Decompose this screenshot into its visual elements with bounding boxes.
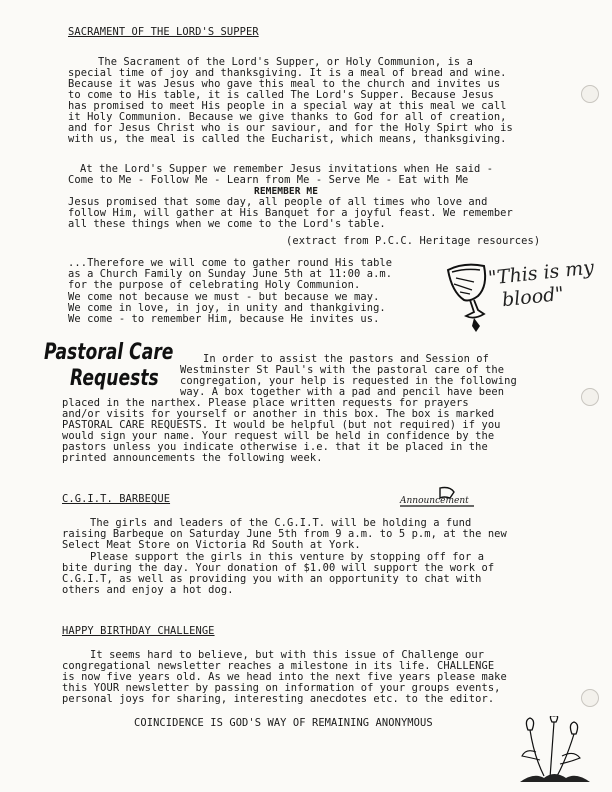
text-line: We come - to remember Him, because He invites us. — [68, 313, 380, 325]
text-line: is now five years old. As we head into the next five years please make — [62, 671, 507, 683]
binder-hole-bottom — [581, 689, 599, 707]
text-line: follow Him, will gather at His Banquet for a joyful feast. We remember — [68, 207, 513, 219]
text-line: In order to assist the pastors and Session of — [203, 353, 490, 365]
requests-heading: Requests — [70, 366, 159, 391]
text-line: We come not because we must - but because we may. — [68, 291, 380, 303]
announcement-badge — [396, 486, 476, 510]
text-line: special time of joy and thanksgiving. It is a meal of bread and wine. — [68, 67, 507, 79]
text-line: PASTORAL CARE REQUESTS. It would be helpful (but not required) if you — [62, 419, 501, 431]
text-line: Select Meat Store on Victoria Rd South at York. — [62, 539, 361, 551]
cgit-heading: C.G.I.T. BARBEQUE — [62, 493, 171, 505]
text-line: with us, the meal is called the Eucharist, which means, thanksgiving. — [68, 133, 507, 145]
birthday-heading: HAPPY BIRTHDAY CHALLENGE — [62, 625, 215, 637]
text-line: for the purpose of celebrating Holy Communion. — [68, 279, 361, 291]
text-line: to come to His table, it is called The Lord's Supper. Because Jesus — [68, 89, 494, 101]
text-line: all these things when we come to the Lord's table. — [68, 218, 386, 230]
text-line: pastors unless you indicate otherwise i.e. that it be placed in the — [62, 441, 488, 453]
text-line: bite during the day. Your donation of $1.00 will support the work of — [62, 562, 495, 574]
art-caption-this-is-my: "This is my — [487, 256, 595, 290]
text-line: as a Church Family on Sunday June 5th at 11:00 a.m. — [68, 268, 393, 280]
invitation-line-2: Come to Me - Follow Me - Learn from Me - Serve Me - Eat with Me — [68, 174, 469, 186]
text-line: would sign your name. Your request will be held in confidence by the — [62, 430, 495, 442]
text-line: congregational newsletter reaches a milestone in its life. CHALLENGE — [62, 660, 495, 672]
text-line: and/or visits for yourself or another in this box. The box is marked — [62, 408, 495, 420]
text-line: Please support the girls in this venture by stopping off for a — [90, 551, 485, 563]
text-line: We come in love, in joy, in unity and thankgiving. — [68, 302, 386, 314]
remember-me: REMEMBER ME — [254, 186, 319, 197]
text-line: It seems hard to believe, but with this issue of Challenge our — [90, 649, 485, 661]
text-line: has promised to meet His people in a special way at this meal we call — [68, 100, 507, 112]
text-line: Jesus promised that some day, all people of all times who love and — [68, 196, 488, 208]
binder-hole-middle — [581, 388, 599, 406]
announcement-label: Announcement — [400, 496, 469, 506]
text-line: raising Barbeque on Saturday June 5th from 9 a.m. to 5 p.m, at the new — [62, 528, 507, 540]
text-line: congregation, your help is requested in the following — [180, 375, 517, 387]
extract-credit: (extract from P.C.C. Heritage resources) — [286, 235, 541, 247]
text-line: C.G.I.T, as well as providing you with an opportunity to chat with — [62, 573, 482, 585]
text-line: others and enjoy a hot dog. — [62, 584, 234, 596]
art-caption-blood: blood" — [501, 282, 566, 312]
text-line: way. A box together with a pad and pencil have been — [180, 386, 505, 398]
sacrament-heading: SACRAMENT OF THE LORD'S SUPPER — [68, 26, 259, 38]
pastoral-care-heading: Pastoral Care — [44, 340, 174, 365]
text-line: placed in the narthex. Please place written requests for prayers — [62, 397, 469, 409]
text-line: ...Therefore we will come to gather round His table — [68, 257, 393, 269]
closing-quote: COINCIDENCE IS GOD'S WAY OF REMAINING ANONYMOUS — [134, 717, 433, 729]
text-line: and for Jesus Christ who is our saviour, and for the Holy Spirt who is — [68, 122, 513, 134]
text-line: The Sacrament of the Lord's Supper, or Holy Communion, is a — [98, 56, 473, 68]
text-line: it Holy Communion. Because we give thanks to God for all of creation, — [68, 111, 507, 123]
binder-hole-top — [581, 85, 599, 103]
text-line: Westminster St Paul's with the pastoral care of the — [180, 364, 505, 376]
flowers-illustration — [514, 716, 594, 786]
text-line: this YOUR newsletter by passing on information of your groups events, — [62, 682, 501, 694]
tulip-flowers-icon — [514, 716, 594, 786]
invitation-line-1: At the Lord's Supper we remember Jesus invitations when He said - — [80, 163, 494, 175]
text-line: The girls and leaders of the C.G.I.T. will be holding a fund — [90, 517, 472, 529]
text-line: printed announcements the following week. — [62, 452, 323, 464]
text-line: personal joys for sharing, interesting anecdotes etc. to the editor. — [62, 693, 495, 705]
text-line: Because it was Jesus who gave this meal to the church and invites us — [68, 78, 501, 90]
